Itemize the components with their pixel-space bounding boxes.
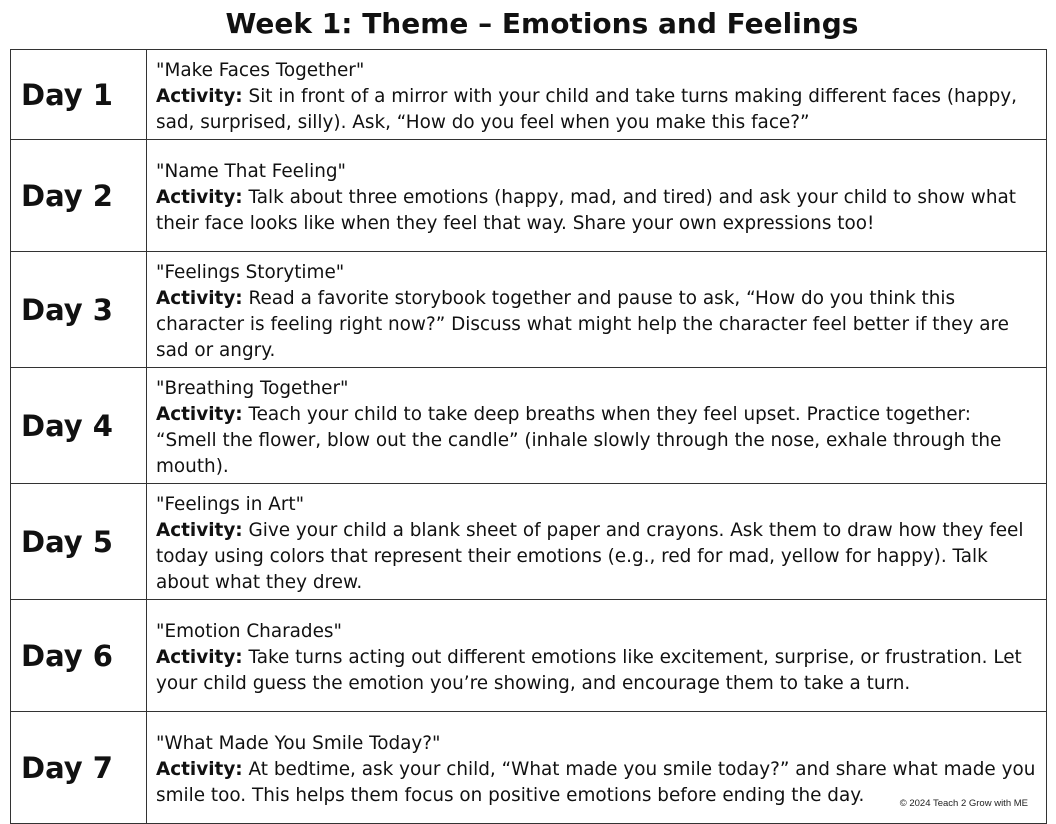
table-row <box>11 50 1047 140</box>
activity-cell <box>147 600 1047 712</box>
activity-description <box>156 286 1036 364</box>
activity-label: Activity: <box>156 647 243 668</box>
activity-label: Activity: <box>156 520 243 541</box>
activity-title: "Feelings in Art" <box>156 494 305 515</box>
activity-title: "Emotion Charades" <box>156 621 342 642</box>
activity-label: Activity: <box>156 759 243 780</box>
table-row <box>11 140 1047 252</box>
activity-body: Teach your child to take deep breaths when they feel upset. Practice together: “Smell the flower, blow out the candle” (inhale slowly through the nose, exhale through the mouth). <box>156 404 1002 477</box>
activity-title: "Feelings Storytime" <box>156 262 345 283</box>
activity-cell <box>147 484 1047 600</box>
activity-cell <box>147 252 1047 368</box>
day-label: Day 4 <box>11 368 147 484</box>
activity-description <box>156 645 1036 697</box>
activity-title: "Breathing Together" <box>156 378 349 399</box>
table-row <box>11 484 1047 600</box>
activity-description <box>156 84 1036 136</box>
day-label: Day 2 <box>11 140 147 252</box>
day-label: Day 1 <box>11 50 147 140</box>
activity-body: Sit in front of a mirror with your child and take turns making different faces (happy, sad, surprised, silly). Ask, “How do you feel when you make this face?” <box>156 86 1018 133</box>
table-row <box>11 252 1047 368</box>
day-label: Day 6 <box>11 600 147 712</box>
weekly-activity-table <box>10 49 1047 824</box>
activity-body: Talk about three emotions (happy, mad, and tired) and ask your child to show what their face looks like when they feel that way. Share your own expressions too! <box>156 187 1016 234</box>
activity-body: Take turns acting out different emotions like excitement, surprise, or frustration. Let your child guess the emotion you’re showing, and encourage them to take a turn. <box>156 647 1022 694</box>
activity-description <box>156 518 1036 596</box>
activity-label: Activity: <box>156 187 243 208</box>
page-title: Week 1: Theme – Emotions and Feelings <box>225 7 859 40</box>
activity-body: Read a favorite storybook together and pause to ask, “How do you think this character is feeling right now?” Discuss what might help the character feel better if they are sad or angry. <box>156 288 1009 361</box>
activity-description <box>156 402 1036 480</box>
activity-cell <box>147 50 1047 140</box>
activity-title: "Make Faces Together" <box>156 60 365 81</box>
day-label: Day 5 <box>11 484 147 600</box>
activity-description <box>156 185 1036 237</box>
activity-cell <box>147 140 1047 252</box>
day-label: Day 3 <box>11 252 147 368</box>
activity-title: "What Made You Smile Today?" <box>156 733 441 754</box>
table-row <box>11 600 1047 712</box>
activity-label: Activity: <box>156 404 243 425</box>
activity-body: Give your child a blank sheet of paper and crayons. Ask them to draw how they feel today using colors that represent their emotions (e.g., red for mad, yellow for happy). Talk about what they drew. <box>156 520 1024 593</box>
activity-body: At bedtime, ask your child, “What made you smile today?” and share what made you smile too. This helps them focus on positive emotions before ending the day. <box>156 759 1036 806</box>
table-row <box>11 368 1047 484</box>
activity-label: Activity: <box>156 86 243 107</box>
activity-title: "Name That Feeling" <box>156 161 346 182</box>
copyright-notice: © 2024 Teach 2 Grow with ME <box>899 798 1028 809</box>
activity-cell <box>147 368 1047 484</box>
day-label: Day 7 <box>11 712 147 824</box>
activity-label: Activity: <box>156 288 243 309</box>
table-row <box>11 712 1047 824</box>
